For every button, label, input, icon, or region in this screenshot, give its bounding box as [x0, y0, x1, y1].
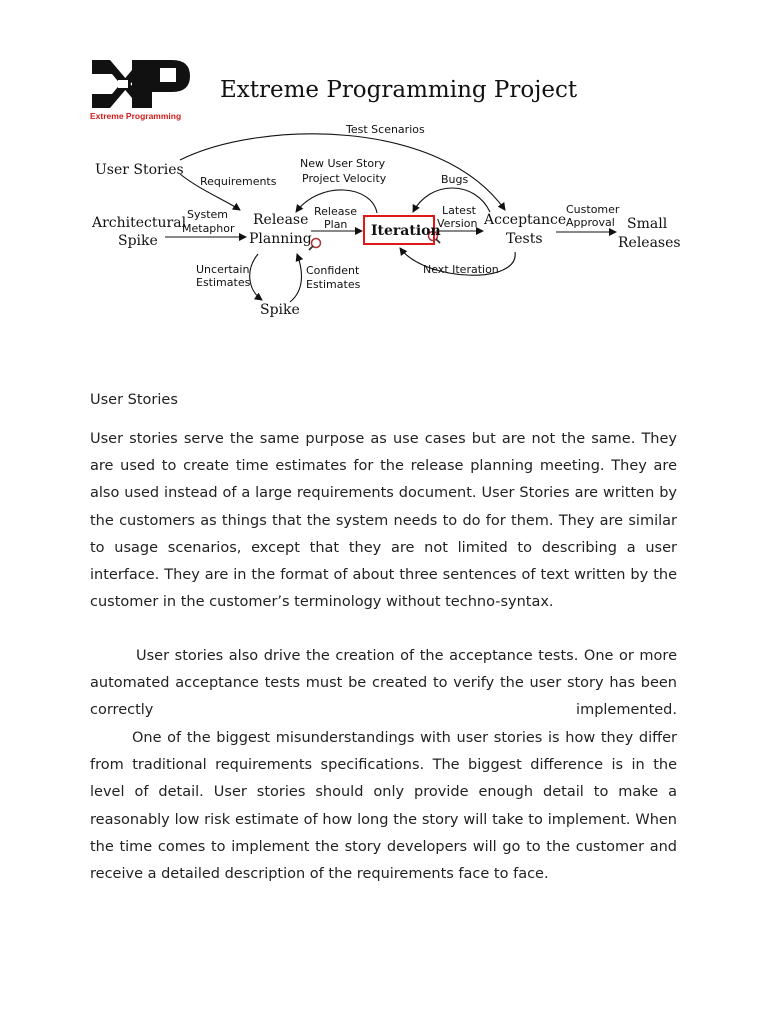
label-bugs: Bugs	[441, 173, 469, 186]
arrow-uncertain-estimates	[250, 254, 262, 300]
label-estimates-left: Estimates	[196, 276, 251, 289]
label-confident: Confident	[306, 264, 360, 277]
label-metaphor: Metaphor	[182, 222, 235, 235]
logo-caption: Extreme Programming	[90, 111, 182, 121]
label-next-iteration: Next Iteration	[423, 263, 499, 276]
label-release: Release	[314, 205, 357, 218]
node-spike-left: Spike	[118, 233, 158, 249]
label-requirements: Requirements	[200, 175, 277, 188]
node-acceptance: Acceptance	[484, 212, 567, 228]
node-small: Small	[627, 216, 668, 232]
xp-logo	[90, 60, 190, 121]
label-project-velocity: Project Velocity	[302, 172, 387, 185]
xp-project-diagram	[0, 0, 768, 340]
label-new-user-story: New User Story	[300, 157, 386, 170]
label-plan: Plan	[324, 218, 348, 231]
label-system: System	[187, 208, 229, 221]
paragraph-3: One of the biggest misunderstandings with user stories is how they differ from traditional requirements specifications. The biggest difference is in the level of detail. User stories should only provide enough detail to make a reasonably low risk estimate of how long the story will take to implement. When the time comes to implement the story developers will go to the customer and receive a detailed description of the requirements face to face.	[90, 730, 677, 883]
node-iteration: Iteration	[371, 223, 441, 239]
label-test-scenarios: Test Scenarios	[346, 123, 425, 136]
node-user-stories: User Stories	[95, 162, 184, 178]
paragraph-2: User stories also drive the creation of the acceptance tests. One or more automated acceptance tests must be created to verify the user story has been correctly implemented.	[90, 648, 677, 719]
node-planning: Planning	[249, 231, 312, 247]
label-uncertain: Uncertain	[196, 263, 250, 276]
label-estimates-right: Estimates	[306, 278, 361, 291]
node-spike-bottom: Spike	[260, 302, 300, 318]
section-heading: User Stories	[90, 392, 178, 408]
diagram-canvas	[0, 0, 768, 340]
node-release: Release	[253, 212, 309, 228]
label-approval: Approval	[566, 216, 615, 229]
node-releases: Releases	[618, 235, 681, 251]
label-latest: Latest	[442, 204, 476, 217]
label-customer: Customer	[566, 203, 620, 216]
paragraph-1: User stories serve the same purpose as use cases but are not the same. They are used to create time estimates for the release planning meeting. They are also used instead of a large requirements document. User Stories are written by the customers as things that the system needs to do for them. They are similar to usage scenarios, except that they are not limited to describing a user interface. They are in the format of about three sentences of text written by the customer in the customer’s terminology without techno-syntax.	[90, 431, 677, 611]
figure-title: Extreme Programming Project	[220, 77, 578, 103]
label-version: Version	[437, 217, 478, 230]
logo-mark-icon	[92, 60, 190, 108]
arrow-confident-estimates	[290, 254, 301, 302]
node-architectural: Architectural	[92, 215, 187, 231]
node-tests: Tests	[506, 231, 543, 247]
